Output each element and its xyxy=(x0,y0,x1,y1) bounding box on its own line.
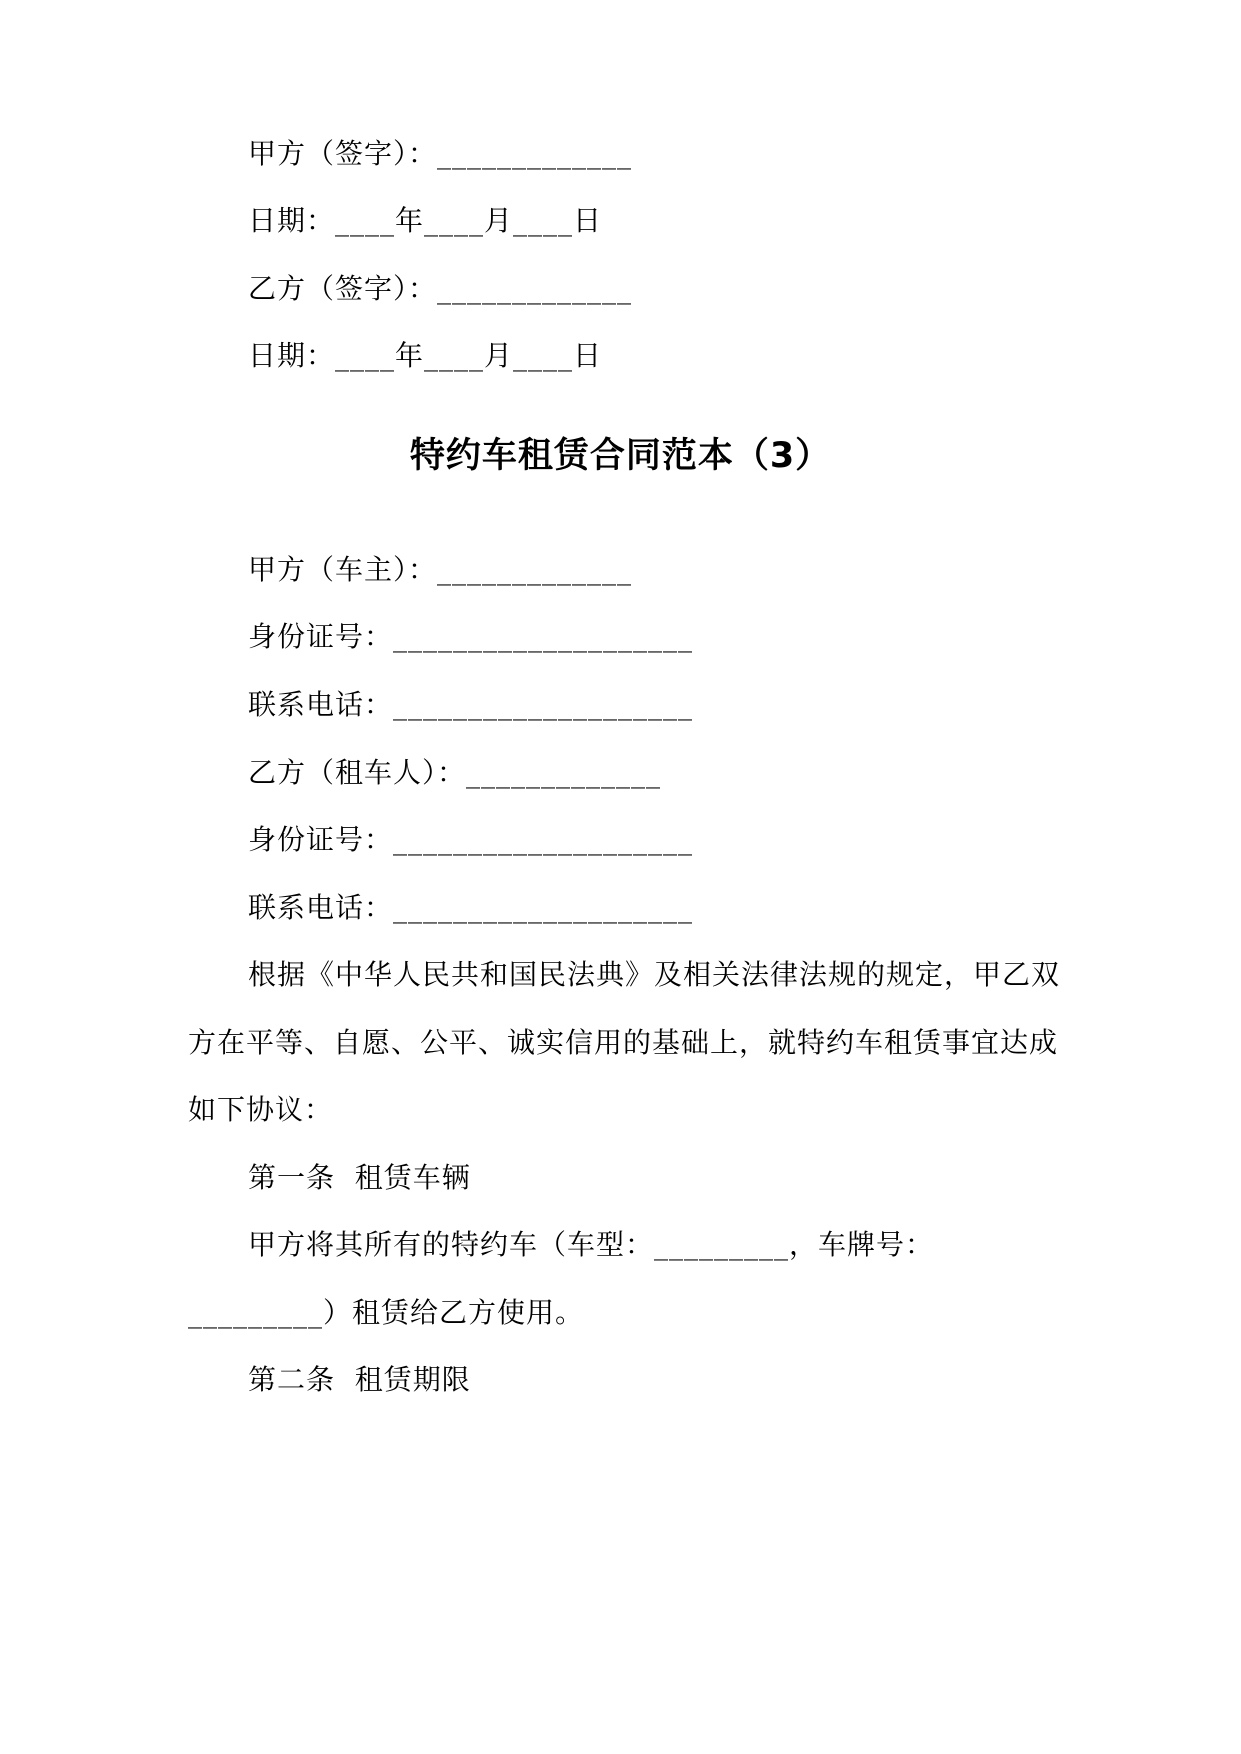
article-1-heading: 第一条 租赁车辆 xyxy=(248,1161,471,1194)
contract-title: 特约车租赁合同范本（3） xyxy=(409,436,832,476)
preamble-line-1: 根据《中华人民共和国民法典》及相关法律法规的规定，甲乙双 xyxy=(248,958,1061,991)
party-b-signature-line: 乙方（签字）：_____________ xyxy=(248,272,633,305)
party-b-date-line: 日期：____年____月____日 xyxy=(248,339,603,372)
article-1-line-1: 甲方将其所有的特约车（车型：_________，车牌号： xyxy=(248,1228,935,1261)
party-a-date-line: 日期：____年____月____日 xyxy=(248,204,603,237)
preamble-line-3: 如下协议： xyxy=(188,1093,334,1126)
article-1-line-2: _________）租赁给乙方使用。 xyxy=(188,1296,585,1329)
party-b-id-line: 身份证号：____________________ xyxy=(248,823,694,856)
party-b-phone-line: 联系电话：____________________ xyxy=(248,891,694,924)
party-a-phone-line: 联系电话：____________________ xyxy=(248,688,694,721)
party-a-owner-line: 甲方（车主）：_____________ xyxy=(248,553,633,586)
party-a-signature-line: 甲方（签字）：_____________ xyxy=(248,137,633,170)
party-b-renter-line: 乙方（租车人）：_____________ xyxy=(248,756,662,789)
party-a-id-line: 身份证号：____________________ xyxy=(248,620,694,653)
article-2-heading: 第二条 租赁期限 xyxy=(248,1363,471,1396)
preamble-line-2: 方在平等、自愿、公平、诚实信用的基础上，就特约车租赁事宜达成 xyxy=(188,1026,1059,1059)
